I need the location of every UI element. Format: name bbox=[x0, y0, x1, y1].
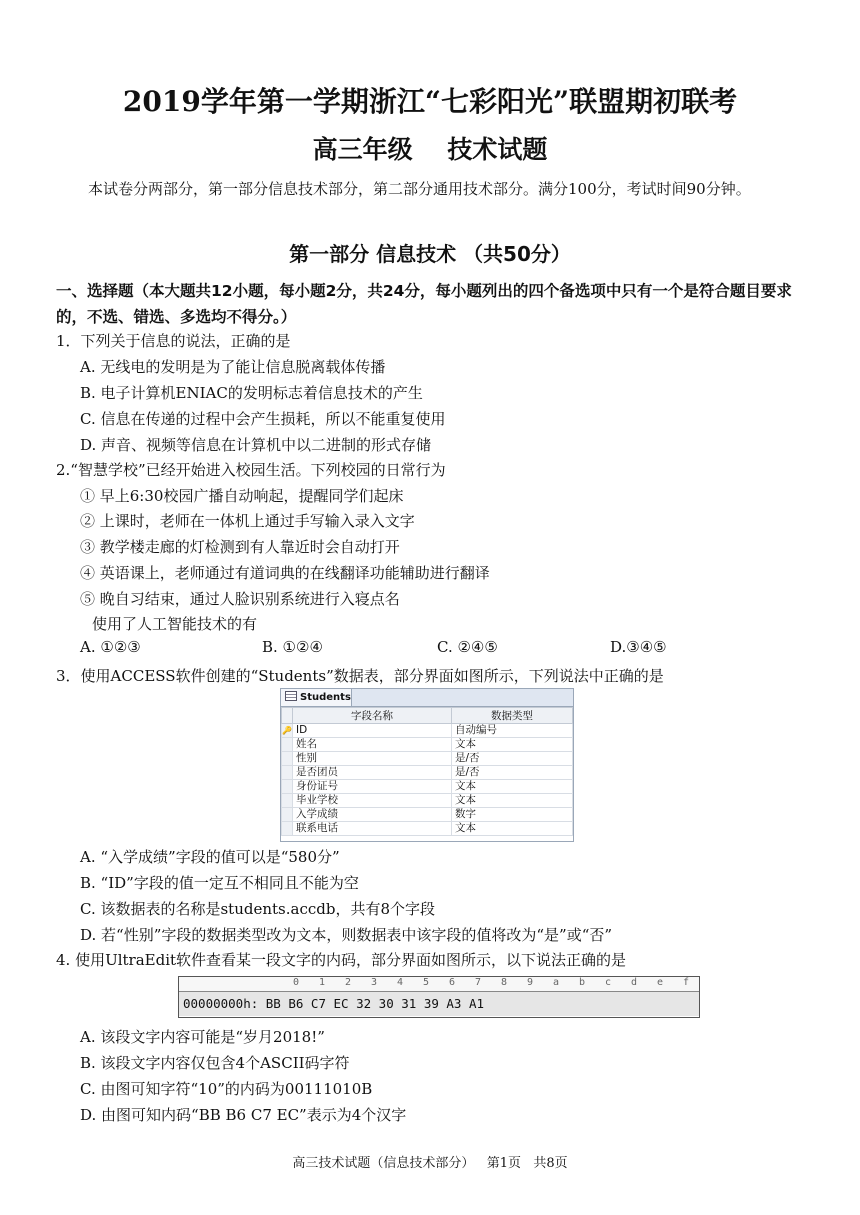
question-2-item-1: ① 早上6:30校园广播自动响起，提醒同学们起床 bbox=[80, 487, 404, 505]
question-3-stem: 3．使用ACCESS软件创建的“Students”数据表，部分界面如图所示，下列说法中正确的是 bbox=[56, 667, 664, 685]
question-3-option-d: D. 若“性别”字段的数据类型改为文本，则数据表中该字段的值将改为“是”或“否” bbox=[80, 926, 613, 944]
hex-ruler-label: d bbox=[630, 977, 638, 988]
hex-ruler-label: 4 bbox=[396, 977, 404, 988]
row-selector-header bbox=[282, 708, 293, 724]
question-2-item-3: ③ 教学楼走廊的灯检测到有人靠近时会自动打开 bbox=[80, 538, 400, 556]
data-type-cell[interactable]: 文本 bbox=[451, 794, 572, 808]
data-type-header: 数据类型 bbox=[451, 708, 572, 724]
table-row[interactable] bbox=[282, 780, 573, 794]
question-2-option-c: C. ②④⑤ bbox=[437, 638, 498, 656]
field-name-cell[interactable]: 入学成绩 bbox=[292, 808, 451, 822]
hex-ruler-label: c bbox=[604, 977, 612, 988]
data-type-cell[interactable]: 自动编号 bbox=[451, 724, 572, 738]
question-2-item-5: ⑤ 晚自习结束，通过人脸识别系统进行入寝点名 bbox=[80, 590, 400, 608]
row-selector[interactable] bbox=[282, 822, 293, 836]
row-selector[interactable] bbox=[282, 808, 293, 822]
question-1-option-d: D. 声音、视频等信息在计算机中以二进制的形式存储 bbox=[80, 436, 432, 454]
question-2-tail: 使用了人工智能技术的有 bbox=[92, 615, 258, 633]
field-name-cell[interactable]: 姓名 bbox=[292, 738, 451, 752]
table-icon bbox=[285, 691, 297, 701]
hex-ruler-label: e bbox=[656, 977, 664, 988]
hex-ruler-label: 2 bbox=[344, 977, 352, 988]
hex-ruler-label: 1 bbox=[318, 977, 326, 988]
field-name-cell[interactable]: 联系电话 bbox=[292, 822, 451, 836]
table-row[interactable] bbox=[282, 752, 573, 766]
field-name-header: 字段名称 bbox=[292, 708, 451, 724]
access-tab-bar bbox=[281, 689, 573, 707]
exam-subtitle: 高三年级 技术试题 bbox=[312, 135, 548, 164]
access-table-design-view bbox=[280, 688, 574, 842]
question-4-option-c: C. 由图可知字符“10”的内码为00111010B bbox=[80, 1080, 373, 1098]
hex-ruler-label: 8 bbox=[500, 977, 508, 988]
question-2-option-a: A. ①②③ bbox=[80, 638, 141, 656]
table-row[interactable] bbox=[282, 808, 573, 822]
field-name-cell[interactable]: 性别 bbox=[292, 752, 451, 766]
question-4-option-d: D. 由图可知内码“BB B6 C7 EC”表示为4个汉字 bbox=[80, 1106, 407, 1124]
page-footer: 高三技术试题（信息技术部分） 第1页 共8页 bbox=[292, 1156, 568, 1171]
data-type-cell[interactable]: 是/否 bbox=[451, 766, 572, 780]
hex-data-line[interactable]: 00000000h: BB B6 C7 EC 32 30 31 39 A3 A1 bbox=[179, 992, 699, 1016]
question-2-option-b: B. ①②④ bbox=[262, 638, 323, 656]
table-row[interactable] bbox=[282, 766, 573, 780]
table-row[interactable] bbox=[282, 724, 573, 738]
question-2-option-d: D.③④⑤ bbox=[610, 638, 667, 656]
question-2-stem: 2.“智慧学校”已经开始进入校园生活。下列校园的日常行为 bbox=[56, 461, 446, 479]
question-2-item-2: ② 上课时，老师在一体机上通过手写输入录入文字 bbox=[80, 512, 415, 530]
question-2-item-4: ④ 英语课上，老师通过有道词典的在线翻译功能辅助进行翻译 bbox=[80, 564, 490, 582]
data-type-cell[interactable]: 数字 bbox=[451, 808, 572, 822]
row-selector[interactable] bbox=[282, 794, 293, 808]
field-name-cell[interactable]: 是否团员 bbox=[292, 766, 451, 780]
question-1-option-c: C. 信息在传递的过程中会产生损耗，所以不能重复使用 bbox=[80, 410, 446, 428]
table-row[interactable] bbox=[282, 738, 573, 752]
exam-intro: 本试卷分两部分，第一部分信息技术部分，第二部分通用技术部分。满分100分，考试时间90分钟。 bbox=[88, 180, 751, 198]
question-3-option-a: A. “入学成绩”字段的值可以是“580分” bbox=[80, 848, 340, 866]
hex-ruler-label: 9 bbox=[526, 977, 534, 988]
field-table bbox=[281, 707, 573, 836]
data-type-cell[interactable]: 文本 bbox=[451, 822, 572, 836]
exam-title: 2019学年第一学期浙江“七彩阳光”联盟期初联考 bbox=[122, 85, 738, 118]
field-name-cell[interactable]: 毕业学校 bbox=[292, 794, 451, 808]
hex-ruler-label: 6 bbox=[448, 977, 456, 988]
hex-ruler bbox=[179, 977, 699, 992]
row-selector[interactable] bbox=[282, 766, 293, 780]
question-4-stem: 4. 使用UltraEdit软件查看某一段文字的内码，部分界面如图所示，以下说法正确的是 bbox=[56, 951, 627, 969]
question-3-option-b: B. “ID”字段的值一定互不相同且不能为空 bbox=[80, 874, 359, 892]
question-1-option-b: B. 电子计算机ENIAC的发明标志着信息技术的产生 bbox=[80, 384, 423, 402]
access-tab-label: Students bbox=[300, 692, 351, 703]
question-4-option-a: A. 该段文字内容可能是“岁月2018!” bbox=[80, 1028, 325, 1046]
hex-ruler-label: f bbox=[682, 977, 690, 988]
question-1-stem: 1．下列关于信息的说法，正确的是 bbox=[56, 332, 291, 350]
question-1-option-a: A. 无线电的发明是为了能让信息脱离载体传播 bbox=[80, 358, 386, 376]
hex-ruler-label: a bbox=[552, 977, 560, 988]
question-4-option-b: B. 该段文字内容仅包含4个ASCII码字符 bbox=[80, 1054, 350, 1072]
hex-ruler-label: 5 bbox=[422, 977, 430, 988]
question-3-option-c: C. 该数据表的名称是students.accdb，共有8个字段 bbox=[80, 900, 435, 918]
access-tab-students[interactable] bbox=[281, 689, 352, 706]
hex-ruler-label: 0 bbox=[292, 977, 300, 988]
hex-ruler-label: b bbox=[578, 977, 586, 988]
table-row[interactable] bbox=[282, 794, 573, 808]
data-type-cell[interactable]: 是/否 bbox=[451, 752, 572, 766]
part-heading: 第一部分 信息技术 （共50分） bbox=[289, 242, 571, 266]
data-type-cell[interactable]: 文本 bbox=[451, 780, 572, 794]
field-name-cell[interactable]: ID bbox=[292, 724, 451, 738]
row-selector[interactable] bbox=[282, 752, 293, 766]
row-selector[interactable] bbox=[282, 738, 293, 752]
table-row[interactable] bbox=[282, 822, 573, 836]
row-selector[interactable] bbox=[282, 780, 293, 794]
section-heading: 一、选择题（本大题共12小题，每小题2分，共24分，每小题列出的四个备选项中只有一个是符合题目要求的，不选、错选、多选均不得分。） bbox=[56, 282, 792, 326]
hex-ruler-label: 3 bbox=[370, 977, 378, 988]
field-name-cell[interactable]: 身份证号 bbox=[292, 780, 451, 794]
hex-viewer bbox=[178, 976, 700, 1018]
primary-key-icon: 🔑 bbox=[282, 724, 293, 738]
data-type-cell[interactable]: 文本 bbox=[451, 738, 572, 752]
hex-ruler-label: 7 bbox=[474, 977, 482, 988]
